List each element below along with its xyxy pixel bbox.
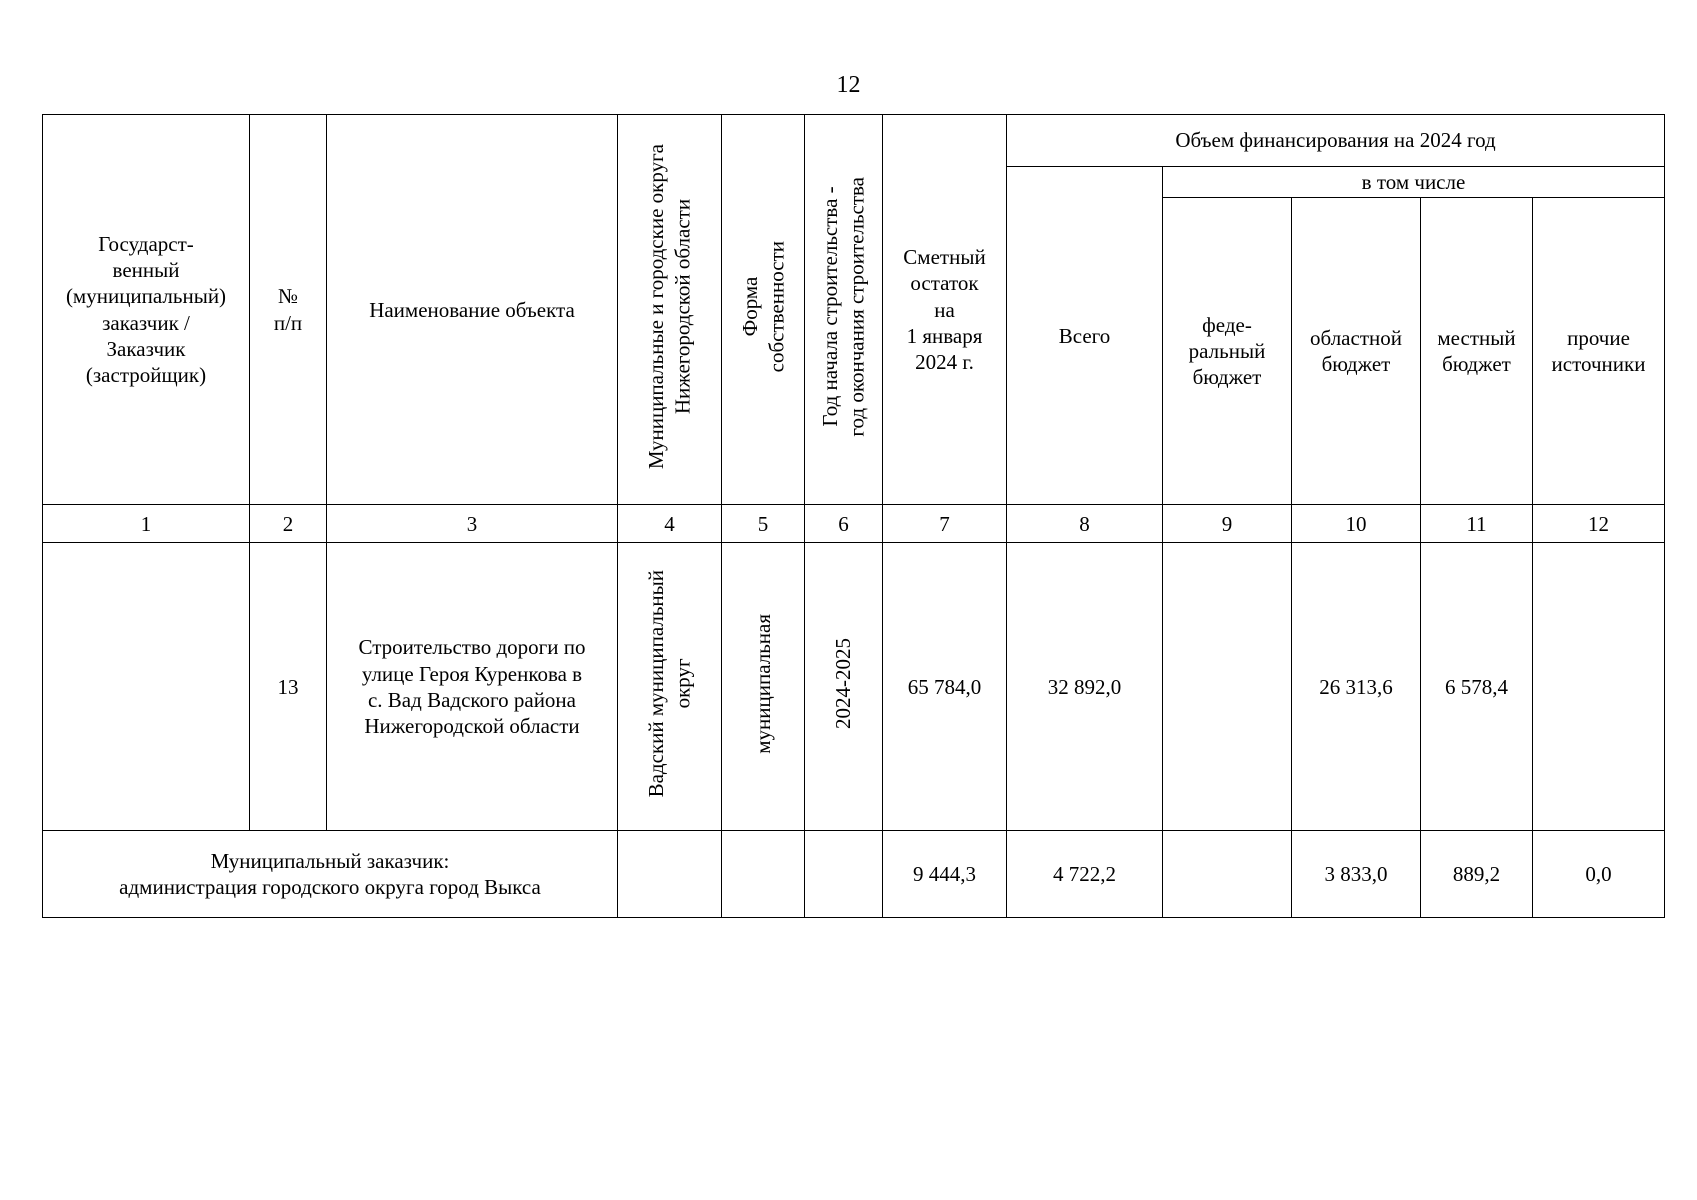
row-total: 32 892,0	[1007, 543, 1163, 831]
header-object-name: Наименование объекта	[327, 115, 618, 505]
column-number: 7	[883, 505, 1007, 543]
row-object-name: Строительство дороги по улице Героя Куренкова в с. Вад Вадского района Нижегородской области	[327, 543, 618, 831]
row-regional: 26 313,6	[1292, 543, 1421, 831]
header-estimate: Сметный остаток на 1 января 2024 г.	[883, 115, 1007, 505]
column-number: 2	[250, 505, 327, 543]
row-number: 13	[250, 543, 327, 831]
column-number: 9	[1163, 505, 1292, 543]
column-number: 8	[1007, 505, 1163, 543]
header-including: в том числе	[1163, 167, 1665, 198]
summary-estimate: 9 444,3	[883, 831, 1007, 918]
column-number-row	[43, 505, 1665, 543]
financing-table	[42, 114, 1665, 918]
header-customer: Государст- венный (муниципальный) заказчик / Заказчик (застройщик)	[43, 115, 250, 505]
header-total: Всего	[1007, 167, 1163, 505]
header-number: № п/п	[250, 115, 327, 505]
column-number: 6	[805, 505, 883, 543]
column-number: 3	[327, 505, 618, 543]
header-other: прочие источники	[1533, 198, 1665, 505]
summary-other: 0,0	[1533, 831, 1665, 918]
column-number: 5	[722, 505, 805, 543]
header-years: Год начала строительства - год окончания строительства	[805, 115, 883, 505]
page-number: 12	[836, 72, 861, 98]
column-number: 1	[43, 505, 250, 543]
column-number: 12	[1533, 505, 1665, 543]
header-local: местный бюджет	[1421, 198, 1533, 505]
summary-label: Муниципальный заказчик: администрация городского округа город Выкса	[43, 831, 618, 918]
column-number: 10	[1292, 505, 1421, 543]
summary-row	[43, 831, 1665, 918]
summary-regional: 3 833,0	[1292, 831, 1421, 918]
row-estimate: 65 784,0	[883, 543, 1007, 831]
table-row	[43, 543, 1665, 831]
row-customer	[43, 543, 250, 831]
header-districts: Муниципальные и городские округа Нижегородской области	[618, 115, 722, 505]
row-years: 2024-2025	[805, 543, 883, 831]
summary-district	[618, 831, 722, 918]
row-federal	[1163, 543, 1292, 831]
summary-total: 4 722,2	[1007, 831, 1163, 918]
column-number: 11	[1421, 505, 1533, 543]
summary-federal	[1163, 831, 1292, 918]
header-regional: областной бюджет	[1292, 198, 1421, 505]
row-district: Вадский муниципальный округ	[618, 543, 722, 831]
row-local: 6 578,4	[1421, 543, 1533, 831]
header-federal: феде- ральный бюджет	[1163, 198, 1292, 505]
row-other	[1533, 543, 1665, 831]
header-ownership: Форма собственности	[722, 115, 805, 505]
summary-ownership	[722, 831, 805, 918]
row-ownership: муниципальная	[722, 543, 805, 831]
header-financing: Объем финансирования на 2024 год	[1007, 115, 1665, 167]
summary-local: 889,2	[1421, 831, 1533, 918]
column-number: 4	[618, 505, 722, 543]
summary-years	[805, 831, 883, 918]
